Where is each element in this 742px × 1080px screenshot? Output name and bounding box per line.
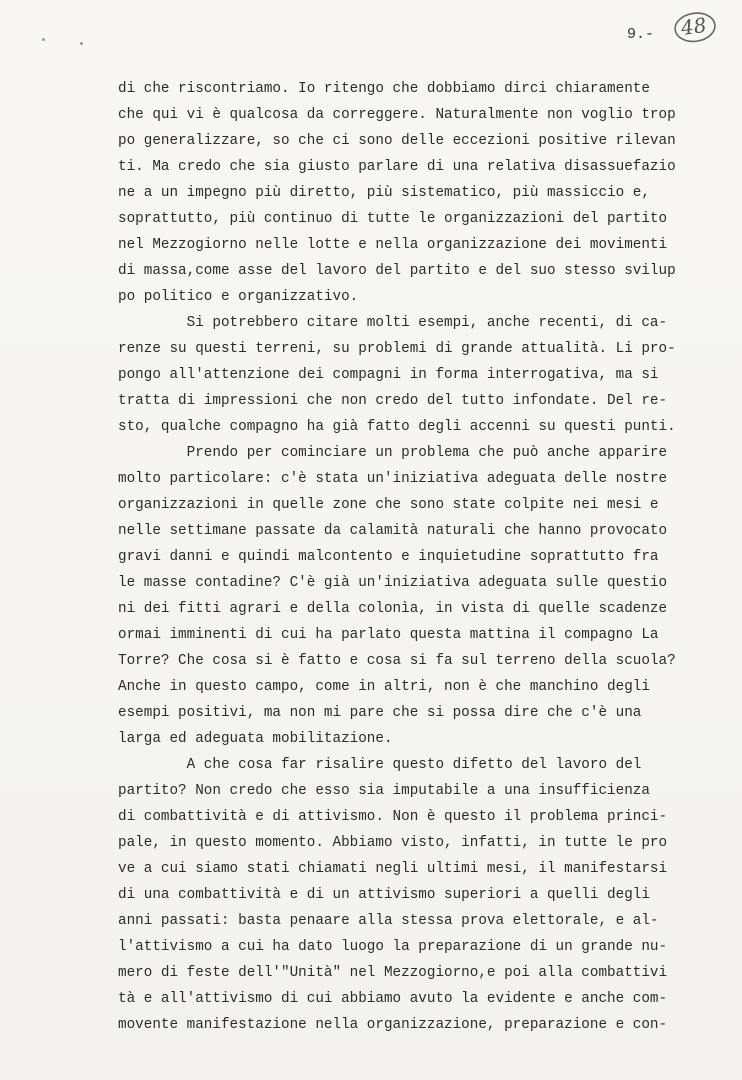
text-line: esempi positivi, ma non mi pare che si possa dire che c'è una bbox=[118, 705, 642, 721]
text-line: ne a un impegno più diretto, più sistematico, più massiccio e, bbox=[118, 185, 650, 201]
text-line: pale, in questo momento. Abbiamo visto, infatti, in tutte le pro bbox=[118, 835, 668, 851]
text-line: molto particolare: c'è stata un'iniziativa adeguata delle nostre bbox=[118, 471, 668, 487]
archive-stamp bbox=[673, 9, 721, 45]
paper-speck bbox=[42, 38, 45, 41]
text-line: nel Mezzogiorno nelle lotte e nella organizzazione dei movimenti bbox=[118, 237, 668, 253]
text-line: movente manifestazione nella organizzazione, preparazione e con- bbox=[118, 1017, 668, 1033]
paper-speck bbox=[80, 42, 83, 45]
text-line: tà e all'attivismo di cui abbiamo avuto la evidente e anche com- bbox=[118, 991, 668, 1007]
text-line: Anche in questo campo, come in altri, non è che manchino degli bbox=[118, 679, 650, 695]
text-line: po generalizzare, so che ci sono delle eccezioni positive rilevan bbox=[118, 133, 676, 149]
text-line: tratta di impressioni che non credo del tutto infondate. Del re- bbox=[118, 393, 668, 409]
text-line: mero di feste dell'"Unità" nel Mezzogiorno,e poi alla combattivi bbox=[118, 965, 668, 981]
text-line: gravi danni e quindi malcontento e inquietudine soprattutto fra bbox=[118, 549, 659, 565]
text-line: ni dei fitti agrari e della colonìa, in vista di quelle scadenze bbox=[118, 601, 668, 617]
text-line: renze su questi terreni, su problemi di grande attualità. Li pro- bbox=[118, 341, 676, 357]
text-line: Si potrebbero citare molti esempi, anche recenti, di ca- bbox=[118, 315, 668, 331]
stamp-number: 48 bbox=[679, 12, 708, 41]
text-line: pongo all'attenzione dei compagni in forma interrogativa, ma si bbox=[118, 367, 659, 383]
text-line: A che cosa far risalire questo difetto del lavoro del bbox=[118, 757, 642, 773]
text-line: Prendo per cominciare un problema che può anche apparire bbox=[118, 445, 668, 461]
text-line: che qui vi è qualcosa da correggere. Naturalmente non voglio trop bbox=[118, 107, 676, 123]
text-line: ve a cui siamo stati chiamati negli ultimi mesi, il manifestarsi bbox=[118, 861, 668, 877]
text-line: partito? Non credo che esso sia imputabile a una insufficienza bbox=[118, 783, 650, 799]
page-number: 9.- bbox=[627, 26, 655, 43]
text-line: le masse contadine? C'è già un'iniziativa adeguata sulle questio bbox=[118, 575, 668, 591]
text-line: sto, qualche compagno ha già fatto degli accenni su questi punti. bbox=[118, 419, 676, 435]
text-line: ti. Ma credo che sia giusto parlare di una relativa disassuefazio bbox=[118, 159, 676, 175]
text-line: di una combattività e di un attivismo superiori a quelli degli bbox=[118, 887, 650, 903]
body-text bbox=[118, 76, 708, 1038]
text-line: ormai imminenti di cui ha parlato questa mattina il compagno La bbox=[118, 627, 659, 643]
text-line: di combattività e di attivismo. Non è questo il problema princi- bbox=[118, 809, 668, 825]
text-line: Torre? Che cosa si è fatto e cosa si fa sul terreno della scuola? bbox=[118, 653, 676, 669]
text-line: po politico e organizzativo. bbox=[118, 289, 359, 305]
text-line: soprattutto, più continuo di tutte le organizzazioni del partito bbox=[118, 211, 668, 227]
text-line: nelle settimane passate da calamità naturali che hanno provocato bbox=[118, 523, 668, 539]
text-line: di che riscontriamo. Io ritengo che dobbiamo dirci chiaramente bbox=[118, 81, 650, 97]
text-line: organizzazioni in quelle zone che sono state colpite nei mesi e bbox=[118, 497, 659, 513]
text-line: anni passati: basta penaare alla stessa prova elettorale, e al- bbox=[118, 913, 659, 929]
text-line: larga ed adeguata mobilitazione. bbox=[118, 731, 393, 747]
text-line: l'attivismo a cui ha dato luogo la preparazione di un grande nu- bbox=[118, 939, 668, 955]
text-line: di massa,come asse del lavoro del partito e del suo stesso svilup bbox=[118, 263, 676, 279]
